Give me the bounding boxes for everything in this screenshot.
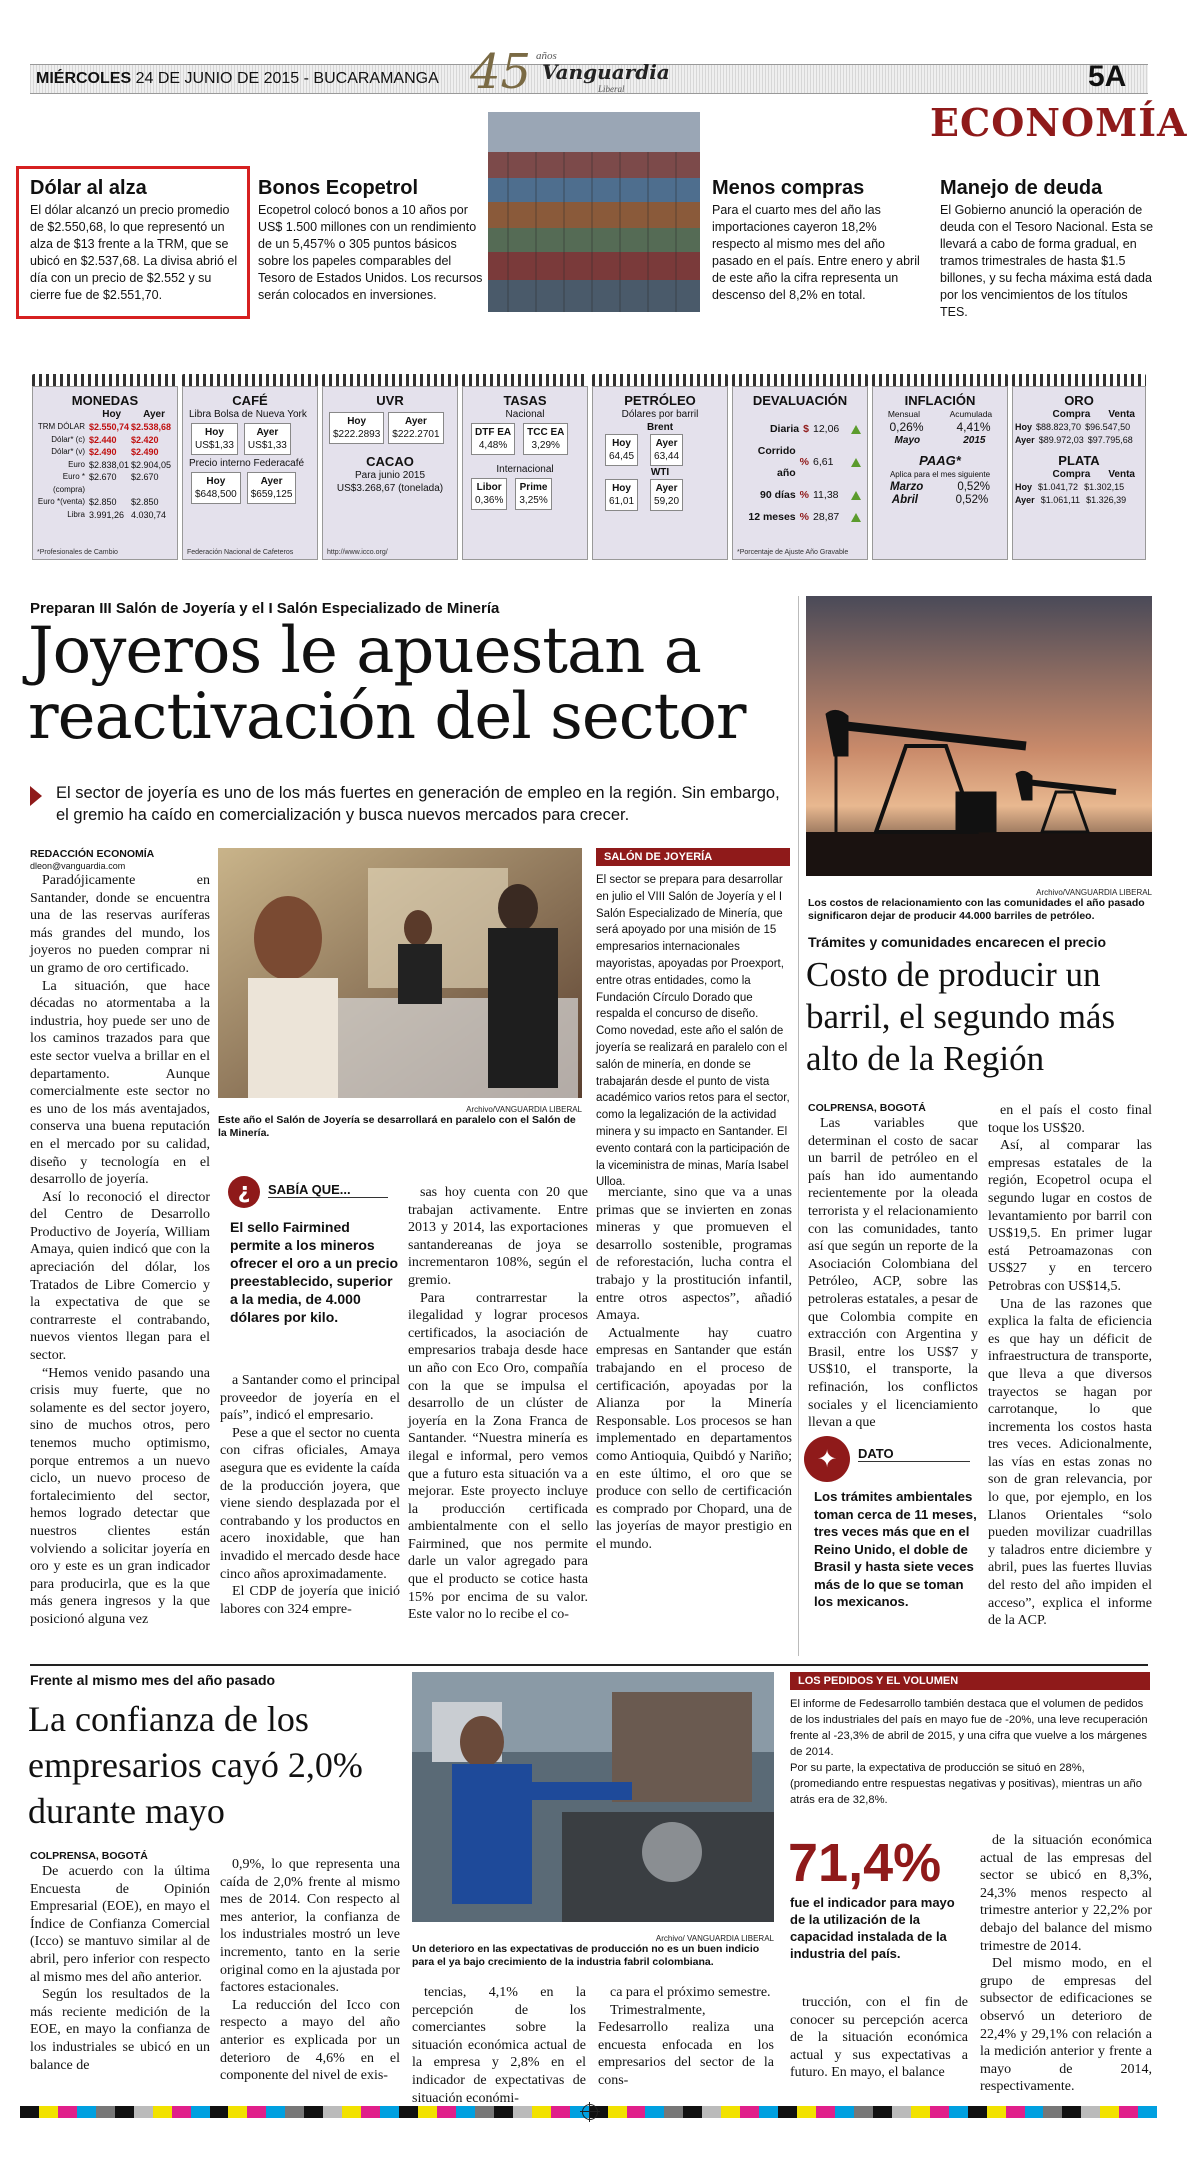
up-arrow-icon <box>851 458 861 467</box>
logo-sub: Liberal <box>598 84 625 94</box>
factory-caption-block <box>412 1934 774 1969</box>
brief-text: Ecopetrol colocó bonos a 10 años por US$ 1.500 millones con un rendimiento de un 5,457% o 305 puntos básicos sobre los papeles comparables del Tesoro de Estados Unidos. Los recursos serán colocados en inversiones. <box>258 203 483 302</box>
paragraph: Para contrarrestar la ilegalidad y lograr procesos certificados, la asociación de empresarios trabaja desde hace un año con Eco Oro, compañía con la que se impulsa el desarrollo de un clúster de joyería en la Zona Franca de Santander. “Nuestra minería es ilegal e informal, pero vemos que a futuro esta situación va a mejorar. Este proyecto incluye la producción certificada ambientalmente con el sello Fairmined, que nos permite darle un valor agregado para que el producto se cotice hasta 15% por encima de su valor. Este valor no lo recibe el co- <box>408 1290 588 1623</box>
page-number: 5A <box>1088 60 1127 93</box>
cacao-title: CACAO <box>366 454 414 469</box>
photo-caption: Un deterioro en las expectativas de producción no es un buen indicio para el ya bajo crecimiento de la industria fabril colombiana. <box>412 1943 760 1968</box>
oro-ayer-venta: $97.795,68 <box>1087 435 1133 445</box>
monedas-row <box>33 471 177 496</box>
market-monedas <box>30 374 180 560</box>
acumulada-label: Acumulada <box>949 409 993 419</box>
paragraph: Actualmente hay cuatro empresas en Santander que están trabajando en el proceso de certificación, apoyadas por la Alianza por la Minería Responsable. Los procesos se han implementado en departamentos como Antioquia, Quibdó y Nariño; en este último, el oro que se produce con sello de certificación es comprado por Chopard, una de las joyerías de mayor prestigio en el mundo. <box>596 1325 792 1552</box>
logo-name: Vanguardia <box>542 60 670 84</box>
article-column <box>596 1184 792 1650</box>
color-patch <box>532 2106 551 2118</box>
market-foot: *Porcentaje de Ajuste Año Gravable <box>737 549 849 556</box>
dtf-label: DTF EA <box>475 427 512 438</box>
article-column <box>30 848 210 1650</box>
col-ayer: Ayer <box>655 438 678 449</box>
paragraph: Trimestralmente, Fedesarrollo realiza una encuesta enfocada en los empresarios del sector de la cons- <box>598 2002 774 2088</box>
color-patch <box>968 2106 987 2118</box>
article-column <box>598 1984 774 2096</box>
paragraph: merciante, sino que va a unas primas que se invierten en zonas mineras y que promueven el desarrollo sostenible, programas de reforestación, lucha contra el trabajo y la prostitución infantil, entre otros aspectos”, añadió Amaya. <box>596 1185 792 1324</box>
plata-hoy-compra: $1.041,72 <box>1038 482 1079 492</box>
market-foot: http://www.icco.org/ <box>327 549 388 556</box>
row-hoy: Hoy <box>1015 482 1033 492</box>
brief-compras <box>712 176 922 304</box>
prime-value: 3,25% <box>519 495 548 506</box>
brief-title: Bonos Ecopetrol <box>258 177 419 199</box>
color-patch <box>266 2106 285 2118</box>
sabia-title: SABÍA QUE... <box>268 1182 388 1198</box>
monedas-row <box>33 496 177 509</box>
article-column <box>220 1856 400 2096</box>
big-stat: 71,4% <box>788 1833 942 1893</box>
factory-worker-photo <box>412 1672 774 1922</box>
color-patch <box>115 2106 134 2118</box>
col-hoy: Hoy <box>206 476 226 487</box>
color-patch <box>551 2106 570 2118</box>
sidebar-label: SALÓN DE JOYERÍA <box>596 848 790 866</box>
row-symbol: $ <box>803 423 809 435</box>
color-patch <box>1081 2106 1100 2118</box>
row-hoy: 3.991,26 <box>89 509 125 520</box>
market-title: CAFÉ <box>232 393 268 408</box>
newspaper-logo <box>470 44 670 100</box>
article-kicker: Frente al mismo mes del año pasado <box>30 1672 276 1688</box>
col-ayer: Ayer <box>143 409 165 420</box>
col-ayer: Ayer <box>260 476 283 487</box>
article-column <box>808 1102 978 1431</box>
color-patch <box>77 2106 96 2118</box>
color-patch <box>456 2106 475 2118</box>
cafe-sub1: Libra Bolsa de Nueva York <box>189 409 307 420</box>
logo-anos: años <box>536 50 557 62</box>
color-patch <box>873 2106 892 2118</box>
wti-hoy: 61,01 <box>609 496 635 507</box>
registration-mark-icon <box>582 2104 598 2120</box>
row-ayer: 4.030,74 <box>131 509 167 520</box>
paragraph: “Hemos venido pasando una crisis muy fuerte, que no solamente es del sector joyero, sino de muchos otros, pero tenemos mucho optimismo, porque entremos a un nuevo ciclo, un nuevo proceso de fortalecimiento del sector, hemos logrado detectar que nuestros clientes están volviendo a solicitar joyería en oro y este es un gran indicador para producirla, que es la que más genera ingresos y la que posicionó alguna vez <box>30 1365 210 1627</box>
color-patch <box>285 2106 304 2118</box>
color-patch <box>1006 2106 1025 2118</box>
color-patch <box>153 2106 172 2118</box>
row-label: Libra <box>67 509 85 519</box>
byline: COLPRENSA, BOGOTÁ <box>30 1850 148 1862</box>
pedidos-paragraph: Por su parte, la expectativa de producción se situó en 28%, (promediando entre respuestas negativas y positivas), mientras un año atrás era de 32,8%. <box>790 1762 1142 1806</box>
tcc-value: 3,29% <box>531 440 560 451</box>
color-patch <box>759 2106 778 2118</box>
color-patch <box>228 2106 247 2118</box>
section-title: ECONOMÍA <box>930 100 1187 145</box>
color-patch <box>627 2106 646 2118</box>
market-inflacion <box>870 374 1010 560</box>
market-title: PETRÓLEO <box>624 393 696 408</box>
market-title: INFLACIÓN <box>904 393 976 408</box>
petroleo-sub: Dólares por barril <box>621 409 699 420</box>
marzo-label: Marzo <box>890 481 924 493</box>
abril-value: 0,52% <box>955 494 989 506</box>
col-hoy: Hoy <box>612 483 631 494</box>
plata-ayer-compra: $1.061,11 <box>1040 495 1081 505</box>
oil-photo-caption-block <box>808 888 1152 923</box>
tasas-sub2: Internacional <box>496 464 554 475</box>
byline-email: dleon@vanguardia.com <box>30 861 126 871</box>
devaluacion-rows <box>733 418 867 528</box>
color-patch <box>1119 2106 1138 2118</box>
color-patch <box>664 2106 683 2118</box>
monedas-row <box>33 421 177 434</box>
article-kicker: Trámites y comunidades encarecen el precio <box>808 934 1107 950</box>
row-label: Euro <box>68 459 85 469</box>
row-value: 12,06 <box>813 423 840 435</box>
row-label: Diaria <box>769 423 800 435</box>
oro-hoy-compra: $88.823,70 <box>1036 422 1082 432</box>
market-tasas <box>460 374 590 560</box>
row-label: TRM DÓLAR <box>37 422 85 431</box>
devaluacion-row <box>733 440 867 484</box>
row-ayer: $2.850 <box>131 497 159 507</box>
market-foot: Federación Nacional de Cafeteros <box>187 549 294 556</box>
question-icon: ¿ <box>228 1176 260 1208</box>
row-value: 28,87 <box>813 511 840 523</box>
dato-title: DATO <box>858 1446 970 1462</box>
logo-number: 45 <box>470 44 532 100</box>
row-hoy: $2.670 <box>89 472 117 482</box>
libor-label: Libor <box>476 482 502 493</box>
photo-credit: Archivo/VANGUARDIA LIBERAL <box>1036 888 1152 897</box>
compra-label: Compra <box>1052 469 1091 480</box>
plata-ayer-venta: $1.326,39 <box>1086 495 1127 505</box>
big-stat-text: fue el indicador para mayo de la utilización de la capacidad instalada de la industria del país. <box>790 1895 955 1961</box>
acumulada-value: 4,41% <box>956 420 991 434</box>
brent-ayer: 63,44 <box>654 451 680 462</box>
paragraph: en el país el costo final toque los US$20. <box>988 1103 1152 1136</box>
paragraph: Las variables que determinan el costo de sacar un barril de petróleo en el país han ido aumentando recientemente por la oleada terrorista y el relacionamiento con las comunidades, tanto así que según un reporte de la Asociación Colombiana del Petróleo, ACP, sobre las petroleras estatales, a pesar de que Colombia compite en extracción con Argentina y Brasil, entre los US$7 y US$10, el transporte, la refinación, los conflictos sociales y el licenciamiento llevan a que <box>808 1116 978 1431</box>
row-ayer: $2.490 <box>131 447 159 457</box>
section-divider <box>30 1664 1148 1666</box>
dtf-value: 4,48% <box>478 440 508 451</box>
color-patch <box>399 2106 418 2118</box>
color-patch <box>608 2106 627 2118</box>
mensual-label: Mensual <box>887 409 920 419</box>
cacao-value: US$3.268,67 (tonelada) <box>336 483 444 494</box>
color-patch <box>513 2106 532 2118</box>
anio-label: 2015 <box>963 435 986 446</box>
dato-text: Los trámites ambientales toman cerca de 11 meses, tres veces más que en el Reino Unido, el doble de Brasil y hasta siete veces más de lo que se toman los mexicanos. <box>814 1489 977 1609</box>
info-icon: ✦ <box>804 1436 850 1482</box>
row-ayer: Ayer <box>1015 435 1035 445</box>
tasas-sub1: Nacional <box>505 409 545 420</box>
paragraph: Según los resultados de la más reciente medición de la EOE, en mayo la confianza de los industriales se ubicó en un balance de <box>30 1987 210 2073</box>
paragraph: ca para el próximo semestre. <box>610 1985 771 2000</box>
color-patch <box>1100 2106 1119 2118</box>
photo-credit: Archivo/VANGUARDIA LIBERAL <box>466 1105 582 1114</box>
article-column <box>408 1184 588 1650</box>
article-column <box>412 1984 586 2106</box>
monedas-rows <box>33 421 177 521</box>
header-date-text: 24 DE JUNIO DE 2015 - BUCARAMANGA <box>135 70 439 87</box>
market-uvr <box>320 374 460 560</box>
sidebar-text: El sector se prepara para desarrollar en julio el VIII Salón de Joyería y el I Salón Especializado de Minería, que será apoyado por una misión de 15 empresarios internacionales mayoristas, apoyadas por Proexport, entre otras entidades, como la Fundación Círculo Dorado que respalda el concurso de diseño. Como novedad, este año el salón de joyería se realizará en paralelo con el salón de minería, en donde se trabajarán desde el punto de vista académico varios retos para el sector, como la legalización de la actividad minera y su impacto en Santander. El evento contará con la participación de la viceministra de minas, María Isabel Ulloa. <box>596 874 790 1189</box>
header-day: MIÉRCOLES <box>36 70 132 87</box>
article-lead: El sector de joyería es uno de los más fuertes en generación de empleo en la región. Sin embargo, el gremio ha caído en comercialización y busca nuevos mercados para crecer. <box>56 784 780 824</box>
cafe-sub2: Precio interno Federacafé <box>189 458 305 469</box>
devaluacion-row <box>733 484 867 506</box>
row-ayer: $2.904,05 <box>131 459 172 470</box>
monedas-row <box>33 446 177 459</box>
article-column <box>220 1372 400 1650</box>
plata-title: PLATA <box>1058 453 1100 468</box>
color-patch <box>740 2106 759 2118</box>
color-patch <box>645 2106 664 2118</box>
color-patch <box>1043 2106 1062 2118</box>
brief-dolar <box>30 176 246 304</box>
brief-title: Manejo de deuda <box>940 177 1103 199</box>
sidebar-label: LOS PEDIDOS Y EL VOLUMEN <box>790 1672 1150 1690</box>
color-patch <box>418 2106 437 2118</box>
paragraph: trucción, con el fin de conocer su percepción acerca de la situación económica actual y sus expectativas a futuro. En mayo, el balance <box>790 1995 968 2081</box>
row-label: 90 días <box>760 489 796 501</box>
color-patch <box>247 2106 266 2118</box>
cacao-sub: Para junio 2015 <box>354 470 426 481</box>
color-patch <box>987 2106 1006 2118</box>
row-ayer: $2.538,68 <box>131 422 172 432</box>
pedidos-paragraph: El informe de Fedesarrollo también destaca que el volumen de pedidos de los industriales del país en mayo fue de -20%, una leve recuperación frente al -23,3% de abril de 2015, y una cifra que vuelve a los márgenes de 2014. <box>790 1698 1148 1758</box>
color-patch <box>911 2106 930 2118</box>
article-headline: La confianza de los empresarios cayó 2,0% durante mayo <box>28 1699 363 1831</box>
color-patch <box>1025 2106 1044 2118</box>
row-hoy: $2.440 <box>89 434 117 445</box>
article-column <box>30 1850 210 2096</box>
row-hoy: $2.490 <box>89 447 117 457</box>
wti-label: WTI <box>650 467 670 478</box>
color-patch <box>58 2106 77 2118</box>
up-arrow-icon <box>851 491 861 500</box>
col-hoy: Hoy <box>205 427 224 438</box>
brief-deuda <box>940 176 1156 321</box>
color-patch <box>134 2106 153 2118</box>
article-column <box>980 1832 1152 2096</box>
plata-hoy-venta: $1.302,15 <box>1084 482 1125 492</box>
paragraph: La situación, que hace décadas no atormentaba a la industria, hoy puede ser uno de los caminos trazados para que este sector vuelva a brillar en el departamento. Aunque comercialmente este sector no es uno de los más aventajados, conserva una buena reputación en el mercado por su calidad, diseño y tecnología en el desarrollo de joyería. <box>30 978 210 1188</box>
col-hoy: Hoy <box>102 409 122 420</box>
jewelry-store-photo <box>218 848 582 1139</box>
row-symbol: % <box>799 511 809 523</box>
color-patch <box>437 2106 456 2118</box>
oil-pump-photo <box>806 596 1152 876</box>
row-ayer: Ayer <box>1015 495 1035 505</box>
color-patch <box>342 2106 361 2118</box>
row-ayer: $2.670 <box>131 472 159 482</box>
paragraph: Del mismo modo, en el grupo de empresas del subsector de edificaciones se observó un deterioro de 22,4% y 29,1% con relación a la medición anterior y frente a mayo de 2014, respectivamente. <box>980 1956 1152 2095</box>
color-patch <box>191 2106 210 2118</box>
paragraph: La reducción del Icco con respecto a mayo del año anterior es explicada por un deterioro de 4,6% en el componente del nivel de exis- <box>220 1997 400 2084</box>
market-title: MONEDAS <box>71 393 139 408</box>
sidebar-text <box>790 1696 1150 1808</box>
market-title: UVR <box>376 393 404 408</box>
uvr-hoy: $222.2893 <box>333 429 381 440</box>
monedas-row <box>33 509 177 522</box>
oro-hoy-venta: $96.547,50 <box>1085 422 1131 432</box>
row-symbol: % <box>799 456 809 468</box>
devaluacion-row <box>733 506 867 528</box>
row-ayer: $2.420 <box>131 434 159 445</box>
up-arrow-icon <box>851 513 861 522</box>
cafe-hoy2: $648,500 <box>195 489 237 500</box>
brief-bonos <box>258 176 490 304</box>
article-column <box>790 1994 968 2096</box>
row-label: 12 meses <box>748 511 796 523</box>
color-patch <box>1062 2106 1081 2118</box>
paragraph: a Santander como el principal proveedor de joyería en el país”, indicó el empresario. <box>220 1373 400 1424</box>
color-patch <box>683 2106 702 2118</box>
abril-label: Abril <box>891 494 918 506</box>
up-arrow-icon <box>851 425 861 434</box>
cafe-hoy1: US$1,33 <box>195 440 234 451</box>
marzo-value: 0,52% <box>957 481 990 493</box>
brief-title: Menos compras <box>712 177 865 199</box>
oro-ayer-compra: $89.972,03 <box>1038 435 1084 445</box>
color-patch <box>172 2106 191 2118</box>
venta-label: Venta <box>1108 409 1135 420</box>
wti-ayer: 59,20 <box>654 496 680 507</box>
byline: COLPRENSA, BOGOTÁ <box>808 1102 926 1114</box>
row-label: Corrido año <box>757 445 796 479</box>
color-patch <box>380 2106 399 2118</box>
cafe-ayer2: $659,125 <box>250 489 293 500</box>
libor-value: 0,36% <box>475 495 504 506</box>
color-patch <box>1138 2106 1157 2118</box>
row-symbol: % <box>799 489 809 501</box>
brent-hoy: 64,45 <box>609 451 635 462</box>
paragraph: El CDP de joyería que inició labores con 324 empre- <box>220 1584 400 1617</box>
monedas-row <box>33 459 177 472</box>
shipping-containers-photo <box>488 112 700 312</box>
market-foot: *Profesionales de Cambio <box>37 549 118 556</box>
monedas-row <box>33 434 177 447</box>
photo-caption: Este año el Salón de Joyería se desarrollará en paralelo con el Salón de la Minería. <box>218 1114 576 1139</box>
byline: REDACCIÓN ECONOMÍA <box>30 848 155 860</box>
row-value: 11,38 <box>813 489 839 501</box>
brief-text: Para el cuarto mes del año las importaciones cayeron 18,2% respecto al mismo mes del año pasado en el país. Entre enero y abril de este año la cifra representa un descenso del 8,2% en total. <box>712 203 920 302</box>
color-patch <box>304 2106 323 2118</box>
paragraph: de la situación económica actual de las empresas del sector se ubicó en 8,3%, 24,3% menos respecto al trimestre anterior y 22,2% por debajo del balance del mismo trimestre de 2014. <box>980 1833 1152 1954</box>
col-hoy: Hoy <box>347 416 367 427</box>
color-patch <box>210 2106 229 2118</box>
row-label: Euro *(venta) <box>37 497 85 506</box>
color-patch <box>930 2106 949 2118</box>
color-patch <box>949 2106 968 2118</box>
mensual-value: 0,26% <box>889 420 924 434</box>
photo-credit: Archivo/ VANGUARDIA LIBERAL <box>655 1934 774 1943</box>
col-ayer: Ayer <box>655 483 678 494</box>
row-label: Dólar* (c) <box>51 434 85 444</box>
market-indicators <box>30 374 1148 560</box>
brief-text: El Gobierno anunció la operación de deuda con el Tesoro Nacional. Esta se llevará a cabo de forma gradual, en tramos trimestrales de hasta $1.5 billones, y su fecha máxima está dada por los vencimientos de los títulos TES. <box>940 203 1154 319</box>
market-title: TASAS <box>503 393 547 408</box>
market-petroleo <box>590 374 730 560</box>
color-patch <box>835 2106 854 2118</box>
tcc-label: TCC EA <box>527 427 565 438</box>
article-headline: Costo de producir un barril, el segundo más alto de la Región <box>806 955 1116 1078</box>
paag-sub: Aplica para el mes siguiente <box>889 470 991 479</box>
paragraph: De acuerdo con la última Encuesta de Opinión Empresarial (EOE), en mayo el Índice de Confianza Comercial (Icco) se mantuvo similar al de abril, pero inferior con respecto al mismo mes del año anterior. <box>30 1864 210 1985</box>
cafe-ayer1: US$1,33 <box>247 440 287 451</box>
col-ayer: Ayer <box>404 416 427 427</box>
row-hoy: $2.838,01 <box>89 459 130 470</box>
column-divider <box>798 596 799 1656</box>
market-oro <box>1010 374 1148 560</box>
mayo-label: Mayo <box>894 435 921 446</box>
prime-label: Prime <box>519 482 548 493</box>
compra-label: Compra <box>1052 409 1091 420</box>
brief-title: Dólar al alza <box>30 177 147 199</box>
color-patch <box>721 2106 740 2118</box>
devaluacion-row <box>733 418 867 440</box>
color-patch <box>96 2106 115 2118</box>
paragraph: sas hoy cuenta con 20 que trabajan activamente. Entre 2013 y 2014, las exportaciones santandereanas de joya se incrementaron 108%, según el gremio. <box>408 1185 588 1288</box>
row-hoy: $2.550,74 <box>89 422 130 432</box>
paragraph: Pese a que el sector no cuenta con cifras oficiales, Amaya asegura que es evidente la caída de la producción joyera, que viene siendo desplazada por el contrabando y los productos en acero inoxidable, que han invadido el mercado desde hace cinco años aproximadamente. <box>220 1425 400 1582</box>
col-hoy: Hoy <box>612 438 631 449</box>
sabia-text: El sello Fairmined permite a los mineros ofrecer el oro a un precio preestablecido, superior a la media, de 4.000 dólares por kilo. <box>230 1219 399 1325</box>
venta-label: Venta <box>1108 469 1135 480</box>
color-patch <box>494 2106 513 2118</box>
market-title: ORO <box>1064 393 1094 408</box>
article-headline: Joyeros le apuestan a reactivación del sector <box>28 614 746 754</box>
market-title: DEVALUACIÓN <box>752 393 848 408</box>
market-devaluacion <box>730 374 870 560</box>
col-ayer: Ayer <box>256 427 279 438</box>
row-label: Euro *(compra) <box>52 472 85 494</box>
row-value: 6,61 <box>813 456 834 468</box>
color-patch <box>892 2106 911 2118</box>
lead-marker <box>30 786 42 806</box>
color-patch <box>778 2106 797 2118</box>
paragraph: Así, al comparar las empresas estatales de la región, Ecopetrol ocupa el segundo lugar en costos de levantamiento por barril con US$19,5. En primer lugar está Petroamazonas con US$27 y en tercero Petrobras con US$14,5. <box>988 1138 1152 1294</box>
paragraph: Así lo reconoció el director del Centro de Desarrollo Productivo de Joyería, William Amaya, quien indicó que con la apreciación del dólar, los Tratados de Libre Comercio y la expectativa de que se contrarreste el contrabando, nuevos vientos llegan para el sector. <box>30 1189 210 1364</box>
market-cafe <box>180 374 320 560</box>
brief-text: El dólar alcanzó un precio promedio de $2.550,68, lo que representó un alza de $13 frente a la TRM, que se ubicó en $2.537,68. La divisa abrió el día con un precio de $2.552 y su cierre fue de $2.551,70. <box>30 203 238 302</box>
color-patch <box>702 2106 721 2118</box>
row-hoy: Hoy <box>1015 422 1033 432</box>
color-patch <box>323 2106 342 2118</box>
row-hoy: $2.850 <box>89 497 117 507</box>
header-date <box>36 66 439 92</box>
row-label: Dólar* (v) <box>51 447 85 456</box>
article-column <box>988 1102 1152 1656</box>
article-kicker: Preparan III Salón de Joyería y el I Salón Especializado de Minería <box>30 600 500 617</box>
color-patch <box>797 2106 816 2118</box>
paragraph: tencias, 4,1% en la percepción de los comerciantes sobre la situación económica actual de la empresa y 2,8% en el indicador de expectativas de situación económi- <box>412 1985 586 2106</box>
color-patch <box>816 2106 835 2118</box>
paag-title: PAAG* <box>919 453 961 468</box>
uvr-ayer: $222.2701 <box>392 429 440 440</box>
paragraph: Paradójicamente en Santander, donde se encuentra una de las reservas auríferas más grandes del mundo, los joyeros no pueden comprar ni un gramo de oro certificado. <box>30 873 210 976</box>
color-patch <box>20 2106 39 2118</box>
color-patch <box>361 2106 380 2118</box>
color-patch <box>475 2106 494 2118</box>
brent-label: Brent <box>646 422 674 433</box>
color-patch <box>854 2106 873 2118</box>
color-patch <box>39 2106 58 2118</box>
photo-caption: Los costos de relacionamiento con las comunidades el año pasado significaron dejar de producir 44.000 barriles de petróleo. <box>808 897 1145 922</box>
paragraph: 0,9%, lo que representa una caída de 2,0% frente al mismo mes de 2014. Con respecto al mes anterior, la confianza de los industriales mostró un leve incremento, tanto en la serie original como en la ajustada por factores estacionales. <box>220 1857 400 1996</box>
paragraph: Una de las razones que explica la falta de eficiencia es que hay un déficit de infraestructura de transporte, que lleva a que diversos trayectos se hagan por carrotanque, lo que incrementa los costos hasta tres veces. Adicionalmente, las vías en estas zonas no son de gran relevancia, por lo que, por ejemplo, en los Llanos Orientales “solo pueden movilizar cuadrillas y taladros entre diciembre y abril, pues las fuertes lluvias del resto del año impiden el acceso”, explica el informe de la ACP. <box>988 1296 1152 1629</box>
